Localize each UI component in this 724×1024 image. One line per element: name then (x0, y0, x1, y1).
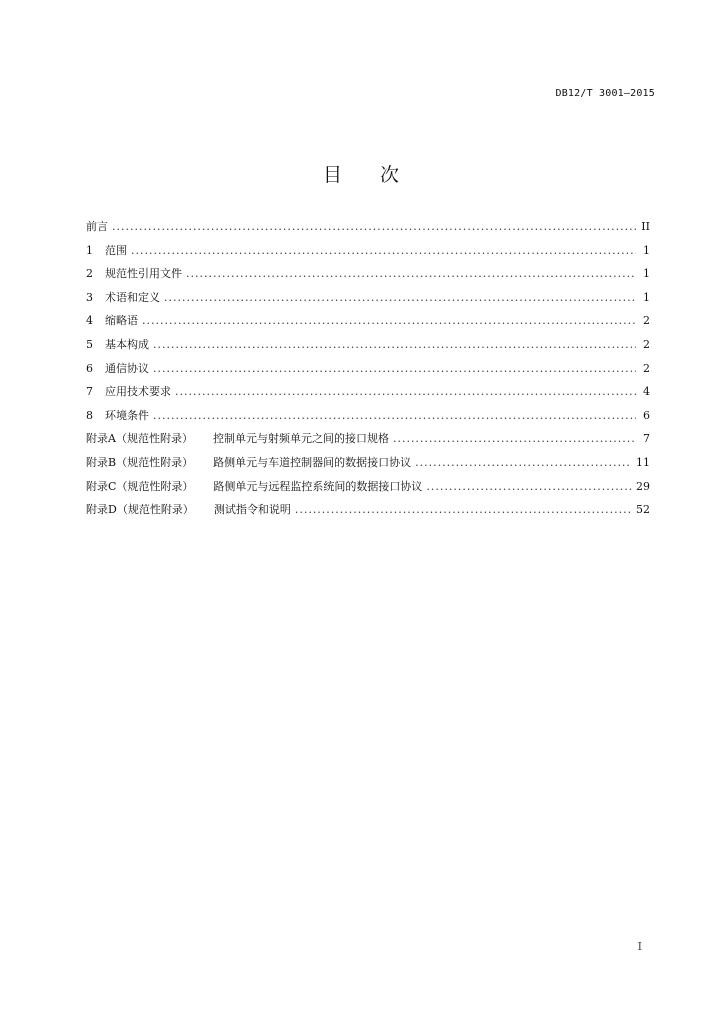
toc-entry-page: 11 (636, 455, 650, 469)
toc-entry-3[interactable] (86, 289, 650, 313)
toc-entry-page: 6 (643, 408, 650, 422)
toc-entry-1[interactable] (86, 242, 650, 266)
toc-leader-dots (393, 432, 636, 445)
toc-entry-number: 6 (86, 361, 93, 375)
toc-entry-page: II (641, 220, 650, 233)
toc-appendix-prefix: 附录D（规范性附录） (86, 503, 194, 517)
toc-entry-6[interactable] (86, 360, 650, 384)
toc-entry-appendix-c[interactable] (86, 478, 650, 502)
toc-entry-4[interactable] (86, 312, 650, 336)
toc-entry-page: 52 (636, 503, 650, 517)
toc-leader-dots (153, 338, 636, 351)
toc-appendix-prefix: 附录C（规范性附录） (86, 479, 194, 493)
toc-entry-number: 2 (86, 267, 93, 281)
toc-entry-7[interactable] (86, 383, 650, 407)
toc-entry-5[interactable] (86, 336, 650, 360)
title-char-2: 次 (380, 164, 402, 186)
toc-entry-label: 应用技术要求 (105, 385, 171, 399)
toc-entry-page: 29 (636, 479, 650, 493)
toc-entry-page: 2 (643, 337, 650, 351)
toc-leader-dots (415, 456, 632, 469)
table-of-contents (86, 218, 650, 525)
toc-leader-dots (175, 385, 636, 398)
toc-entry-page: 1 (643, 267, 650, 281)
toc-entry-label: 缩略语 (105, 314, 138, 328)
toc-entry-appendix-d[interactable] (86, 501, 650, 525)
toc-entry-label: 环境条件 (105, 408, 149, 422)
toc-entry-label: 路侧单元与远程监控系统间的数据接口协议 (213, 479, 423, 493)
toc-entry-label: 控制单元与射频单元之间的接口规格 (212, 432, 389, 446)
toc-leader-dots (153, 409, 636, 422)
page-title (0, 160, 724, 187)
toc-entry-label: 路侧单元与车道控制器间的数据接口协议 (213, 455, 412, 469)
toc-entry-8[interactable] (86, 407, 650, 431)
toc-leader-dots (186, 267, 636, 280)
toc-leader-dots (142, 314, 636, 327)
toc-entry-appendix-a[interactable] (86, 430, 650, 454)
toc-entry-number: 1 (86, 243, 93, 257)
toc-appendix-prefix: 附录B（规范性附录） (86, 455, 194, 469)
toc-entry-page: 2 (643, 361, 650, 375)
toc-leader-dots (131, 244, 636, 257)
toc-leader-dots (295, 503, 632, 516)
title-char-1: 目 (322, 164, 344, 186)
page-number: I (637, 940, 642, 953)
toc-entry-page: 1 (643, 290, 650, 304)
toc-appendix-prefix: 附录A（规范性附录） (86, 432, 193, 446)
toc-entry-number: 8 (86, 408, 93, 422)
toc-entry-number: 3 (86, 290, 93, 304)
toc-leader-dots (112, 220, 636, 233)
toc-leader-dots (164, 291, 636, 304)
toc-entry-foreword[interactable] (86, 218, 650, 242)
toc-entry-number: 5 (86, 337, 93, 351)
toc-entry-appendix-b[interactable] (86, 454, 650, 478)
toc-entry-2[interactable] (86, 265, 650, 289)
toc-entry-label: 前言 (86, 220, 108, 233)
toc-entry-label: 规范性引用文件 (105, 267, 182, 281)
standard-code: DB12/T 3001—2015 (555, 88, 655, 99)
toc-entry-number: 4 (86, 314, 93, 328)
toc-entry-page: 1 (643, 243, 650, 257)
toc-entry-page: 7 (643, 432, 650, 446)
toc-entry-page: 4 (643, 385, 650, 399)
toc-entry-number: 7 (86, 385, 93, 399)
toc-entry-label: 测试指令和说明 (213, 503, 291, 517)
toc-leader-dots (153, 362, 636, 375)
toc-entry-label: 范围 (105, 243, 127, 257)
toc-leader-dots (426, 480, 632, 493)
toc-entry-page: 2 (643, 314, 650, 328)
toc-entry-label: 基本构成 (105, 337, 149, 351)
toc-entry-label: 通信协议 (105, 361, 149, 375)
toc-entry-label: 术语和定义 (105, 290, 160, 304)
